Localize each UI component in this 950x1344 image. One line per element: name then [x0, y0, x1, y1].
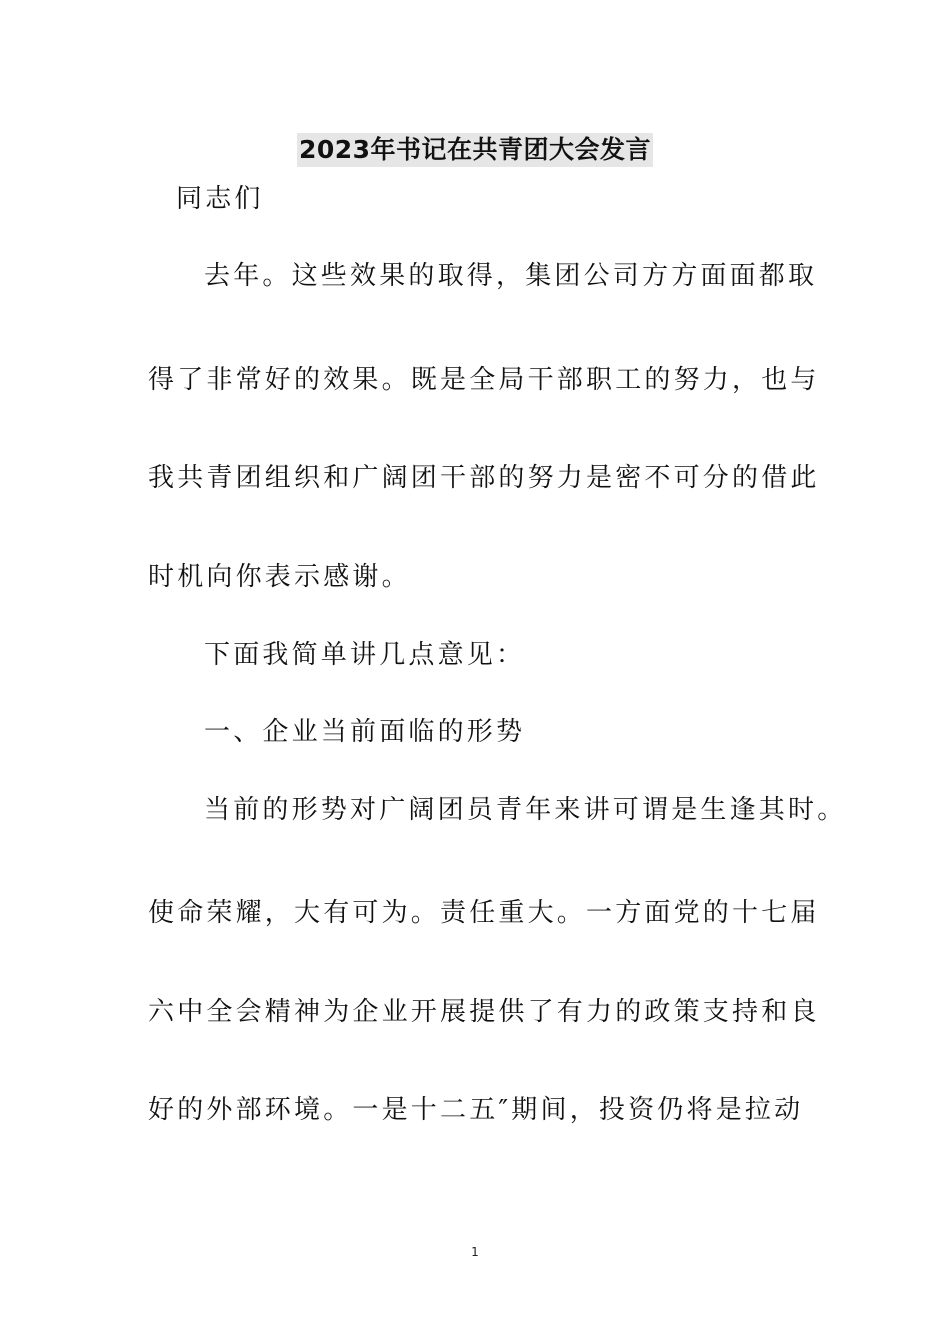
- section-heading: 一、企业当前面临的形势: [204, 717, 526, 747]
- paragraph-line: 好的外部环境。一是十二五″期间，投资仍将是拉动: [148, 1095, 804, 1125]
- paragraph-line: 六中全会精神为企业开展提供了有力的政策支持和良: [148, 997, 820, 1027]
- paragraph-line: 去年。这些效果的取得，集团公司方方面面都取: [204, 261, 818, 291]
- paragraph-line: 当前的形势对广阔团员青年来讲可谓是生逢其时。: [204, 795, 847, 825]
- paragraph-line: 我共青团组织和广阔团干部的努力是密不可分的借此: [148, 463, 820, 493]
- document-title: 2023年书记在共青团大会发言: [297, 133, 653, 167]
- paragraph-line: 下面我简单讲几点意见：: [204, 640, 526, 670]
- title-container: [0, 133, 950, 167]
- paragraph-line: 使命荣耀，大有可为。责任重大。一方面党的十七届: [148, 898, 820, 928]
- salutation: 同志们: [176, 184, 264, 214]
- paragraph-line: 得了非常好的效果。既是全局干部职工的努力，也与: [148, 365, 820, 395]
- paragraph-line: 时机向你表示感谢。: [148, 562, 411, 592]
- page-number: 1: [471, 1245, 479, 1259]
